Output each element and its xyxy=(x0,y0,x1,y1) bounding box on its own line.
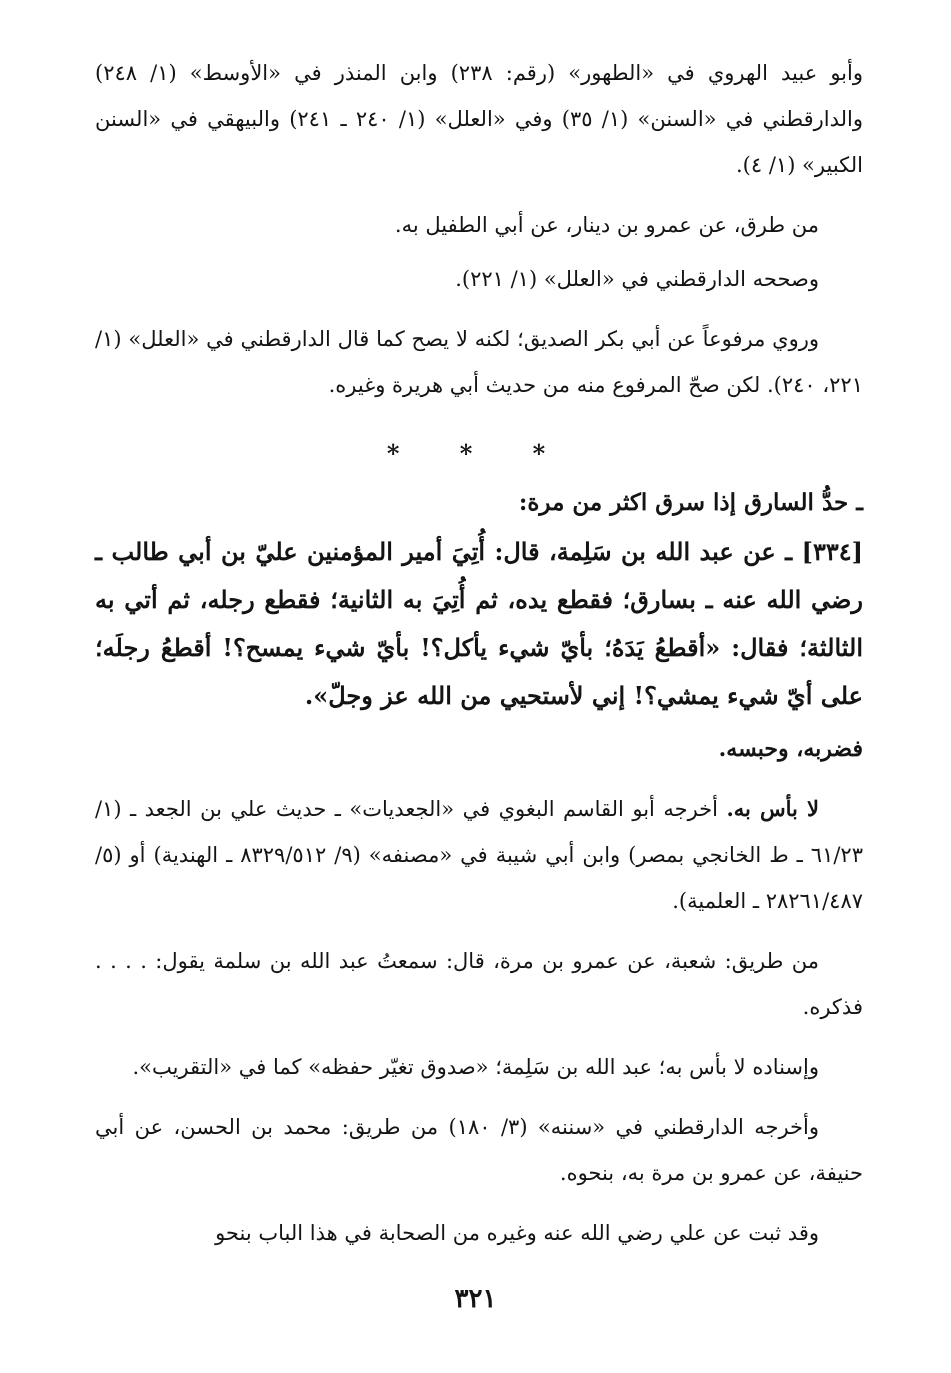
paragraph-authentication: وصححه الدارقطني في «العلل» (١/ ٢٢١). xyxy=(455,267,819,291)
paragraph-grading xyxy=(95,786,863,924)
grading-lead: لا بأس به. xyxy=(726,796,819,821)
grading-rest: أخرجه أبو القاسم البغوي في «الجعديات» ـ حديث علي بن الجعد ـ (١/ ٦١/٢٣ ـ ط الخانجي بمصر) وابن أبي شيبة في «مصنفه» (٩/ ٨٣٢٩/٥١٢ ـ الهندية) أو (٥/ ٢٨٢٦١/٤٨٧ ـ العلمية). xyxy=(95,797,863,913)
page-number: ٣٢١ xyxy=(454,1284,497,1314)
section-heading: ـ حدُّ السارق إذا سرق اكثر من مرة: xyxy=(518,489,863,516)
paragraph-chain: من طرق، عن عمرو بن دينار، عن أبي الطفيل به. xyxy=(394,213,819,237)
section-divider: * * * xyxy=(386,439,572,468)
paragraph-daraqutni: وأخرجه الدارقطني في «سننه» (٣/ ١٨٠) من طريق: محمد بن الحسن، عن أبي حنيفة، عن عمرو بن مرة به، بنحوه. xyxy=(95,1115,863,1185)
paragraph-isnad: وإسناده لا بأس به؛ عبد الله بن سَلِمة؛ «صدوق تغيّر حفظه» كما في «التقريب». xyxy=(132,1055,819,1079)
page-body xyxy=(95,50,863,1256)
paragraph-sources: وأبو عبيد الهروي في «الطهور» (رقم: ٢٣٨) وابن المنذر في «الأوسط» (١/ ٢٤٨) والدارقطني في «السنن» (١/ ٣٥) وفي «العلل» (١/ ٢٤٠ ـ ٢٤١) والبيهقي في «السنن الكبير» (١/ ٤). xyxy=(95,61,863,177)
hadith-text: [٣٣٤] ـ عن عبد الله بن سَلِمة، قال: أُتِيَ أمير المؤمنين عليّ بن أبي طالب ـ رضي الله عنه ـ بسارق؛ فقطع يده، ثم أُتِيَ به الثانية؛ فقطع رجله، ثم أتي به الثالثة؛ فقال: «أقطعُ يَدَهُ؛ بأيّ شيء يأكل؟! بأيّ شيء يمسح؟! أقطعُ رجلَه؛ على أيّ شيء يمشي؟! إني لأستحيي من الله عز وجلّ». xyxy=(95,537,863,710)
hadith-continuation: فضربه، وحبسه. xyxy=(718,736,863,762)
paragraph-marfu-note: وروي مرفوعاً عن أبي بكر الصديق؛ لكنه لا يصح كما قال الدارقطني في «العلل» (١/ ٢٢١، ٢٤٠). لكن صحّ المرفوع منه من حديث أبي هريرة وغيره. xyxy=(95,327,863,397)
paragraph-final: وقد ثبت عن علي رضي الله عنه وغيره من الصحابة في هذا الباب بنحو xyxy=(215,1221,819,1245)
paragraph-chain-shuba: من طريق: شعبة، عن عمرو بن مرة، قال: سمعتُ عبد الله بن سلمة يقول: . . . . فذكره. xyxy=(95,949,863,1019)
